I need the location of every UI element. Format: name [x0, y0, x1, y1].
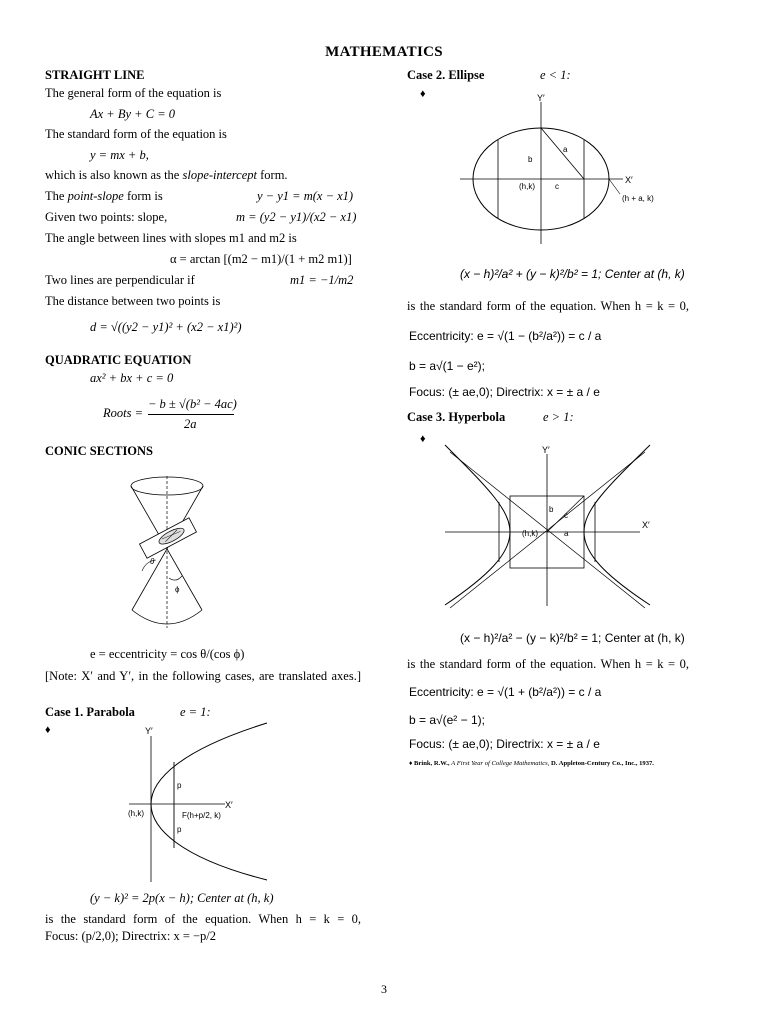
- footnote-book: A First Year of College Mathematics,: [451, 760, 550, 767]
- hyperbola-b-relation: b = a√(e² − 1);: [409, 713, 485, 727]
- point-slope-equation: y − y1 = m(x − x1): [257, 189, 354, 203]
- hyperbola-b-label: b: [549, 505, 554, 514]
- standard-form-equation: y = mx + b,: [90, 148, 149, 162]
- parabola-heading: Case 1. Parabola: [45, 705, 135, 719]
- ellipse-standard-note: is the standard form of the equation. When h = k = 0,: [407, 299, 689, 313]
- parabola-p-upper-label: p: [177, 781, 182, 790]
- footnote-author: Brink, R.W.,: [414, 760, 450, 767]
- ellipse-y-axis-label: Y′: [537, 93, 545, 103]
- point-slope-line: [45, 189, 163, 204]
- straight-line-heading: STRAIGHT LINE: [45, 68, 145, 82]
- point-slope-post: form is: [126, 189, 163, 203]
- roots-denominator: 2a: [184, 417, 197, 431]
- translated-axes-note: [Note: X′ and Y′, in the following cases, are translated axes.]: [45, 669, 361, 683]
- general-form-equation: Ax + By + C = 0: [90, 107, 176, 121]
- parabola-condition: e = 1:: [180, 705, 211, 719]
- parabola-equation: (y − k)² = 2p(x − h); Center at (h, k): [90, 891, 274, 905]
- ellipse-equation: (x − h)²/a² + (y − k)²/b² = 1; Center at (h, k): [460, 267, 685, 281]
- slope-intercept-pre: which is also known as the: [45, 168, 180, 182]
- roots-fraction-bar: [148, 414, 234, 415]
- hyperbola-x-axis-label: X′: [642, 520, 650, 530]
- ellipse-center-label: (h,k): [519, 182, 535, 191]
- hyperbola-c-label: c: [564, 511, 568, 520]
- parabola-p-lower-label: p: [177, 825, 182, 834]
- parabola-bullet: ♦: [45, 724, 51, 736]
- ellipse-a-label: a: [563, 145, 568, 154]
- roots-numerator: − b ± √(b² − 4ac): [148, 397, 237, 411]
- footnote-publisher: D. Appleton-Century Co., Inc., 1937.: [551, 760, 654, 767]
- double-cone-diagram: [120, 468, 220, 638]
- general-form-intro: The general form of the equation is: [45, 86, 222, 100]
- reference-footnote: [409, 760, 654, 767]
- distance-intro: The distance between two points is: [45, 294, 221, 308]
- cone-phi-label: ϕ: [175, 585, 180, 594]
- page-number: 3: [381, 982, 387, 996]
- two-points-label: Given two points: slope,: [45, 210, 168, 224]
- hyperbola-equation: (x − h)²/a² − (y − k)²/b² = 1; Center at (h, k): [460, 631, 685, 645]
- ellipse-focus-directrix: Focus: (± ae,0); Directrix: x = ± a / e: [409, 385, 600, 399]
- parabola-focus-label: F(h+p/2, k): [182, 811, 221, 820]
- standard-form-intro: The standard form of the equation is: [45, 127, 227, 141]
- ellipse-b-label: b: [528, 155, 533, 164]
- ellipse-eccentricity: Eccentricity: e = √(1 − (b²/a²)) = c / a: [409, 329, 602, 343]
- hyperbola-eccentricity: Eccentricity: e = √(1 + (b²/a²)) = c / a: [409, 685, 602, 699]
- angle-equation: α = arctan [(m2 − m1)/(1 + m2 m1)]: [170, 252, 352, 266]
- distance-equation: d = √((y2 − y1)² + (x2 − x1)²): [90, 320, 242, 334]
- page-title: MATHEMATICS: [325, 44, 443, 60]
- slope-intercept-line: [45, 168, 288, 183]
- perpendicular-label: Two lines are perpendicular if: [45, 273, 195, 287]
- hyperbola-y-axis-label: Y′: [542, 445, 550, 455]
- parabola-standard-note: is the standard form of the equation. When h = k = 0,: [45, 912, 361, 926]
- parabola-vertex-label: (h,k): [128, 809, 144, 818]
- ellipse-heading: Case 2. Ellipse: [407, 68, 485, 82]
- footnote-bullet: ♦: [409, 760, 413, 767]
- hyperbola-focus-directrix: Focus: (± ae,0); Directrix: x = ± a / e: [409, 737, 600, 751]
- angle-intro: The angle between lines with slopes m1 and m2 is: [45, 231, 297, 245]
- ellipse-condition: e < 1:: [540, 68, 571, 82]
- hyperbola-condition: e > 1:: [543, 410, 574, 424]
- roots-label: Roots =: [103, 406, 144, 420]
- point-slope-term: point-slope: [67, 189, 124, 203]
- hyperbola-heading: Case 3. Hyperbola: [407, 410, 506, 424]
- conic-heading: CONIC SECTIONS: [45, 444, 154, 458]
- parabola-focus-directrix: Focus: (p/2,0); Directrix: x = −p/2: [45, 929, 217, 943]
- parabola-diagram: [125, 720, 275, 885]
- hyperbola-bullet: ♦: [420, 433, 426, 445]
- ellipse-c-label: c: [555, 182, 559, 191]
- hyperbola-center-label: (h,k): [522, 529, 538, 538]
- quadratic-heading: QUADRATIC EQUATION: [45, 353, 192, 367]
- slope-intercept-term: slope-intercept: [182, 168, 257, 182]
- ellipse-focus-point-label: (h + a, k): [622, 194, 654, 203]
- perpendicular-equation: m1 = −1/m2: [290, 273, 354, 287]
- hyperbola-diagram: [440, 440, 660, 610]
- hyperbola-standard-note: is the standard form of the equation. When h = k = 0,: [407, 657, 689, 671]
- quadratic-equation: ax² + bx + c = 0: [90, 371, 174, 385]
- point-slope-pre: The: [45, 189, 65, 203]
- eccentricity-definition: e = eccentricity = cos θ/(cos ϕ): [90, 647, 245, 661]
- parabola-x-axis-label: X′: [225, 800, 233, 810]
- slope-intercept-post: form.: [260, 168, 288, 182]
- ellipse-bullet: ♦: [420, 88, 426, 100]
- ellipse-x-axis-label: X′: [625, 175, 633, 185]
- two-points-equation: m = (y2 − y1)/(x2 − x1): [236, 210, 357, 224]
- hyperbola-a-label: a: [564, 529, 569, 538]
- ellipse-diagram: [455, 90, 670, 250]
- cone-theta-label: θ: [150, 557, 155, 566]
- ellipse-b-relation: b = a√(1 − e²);: [409, 359, 485, 373]
- parabola-y-axis-label: Y′: [145, 726, 153, 736]
